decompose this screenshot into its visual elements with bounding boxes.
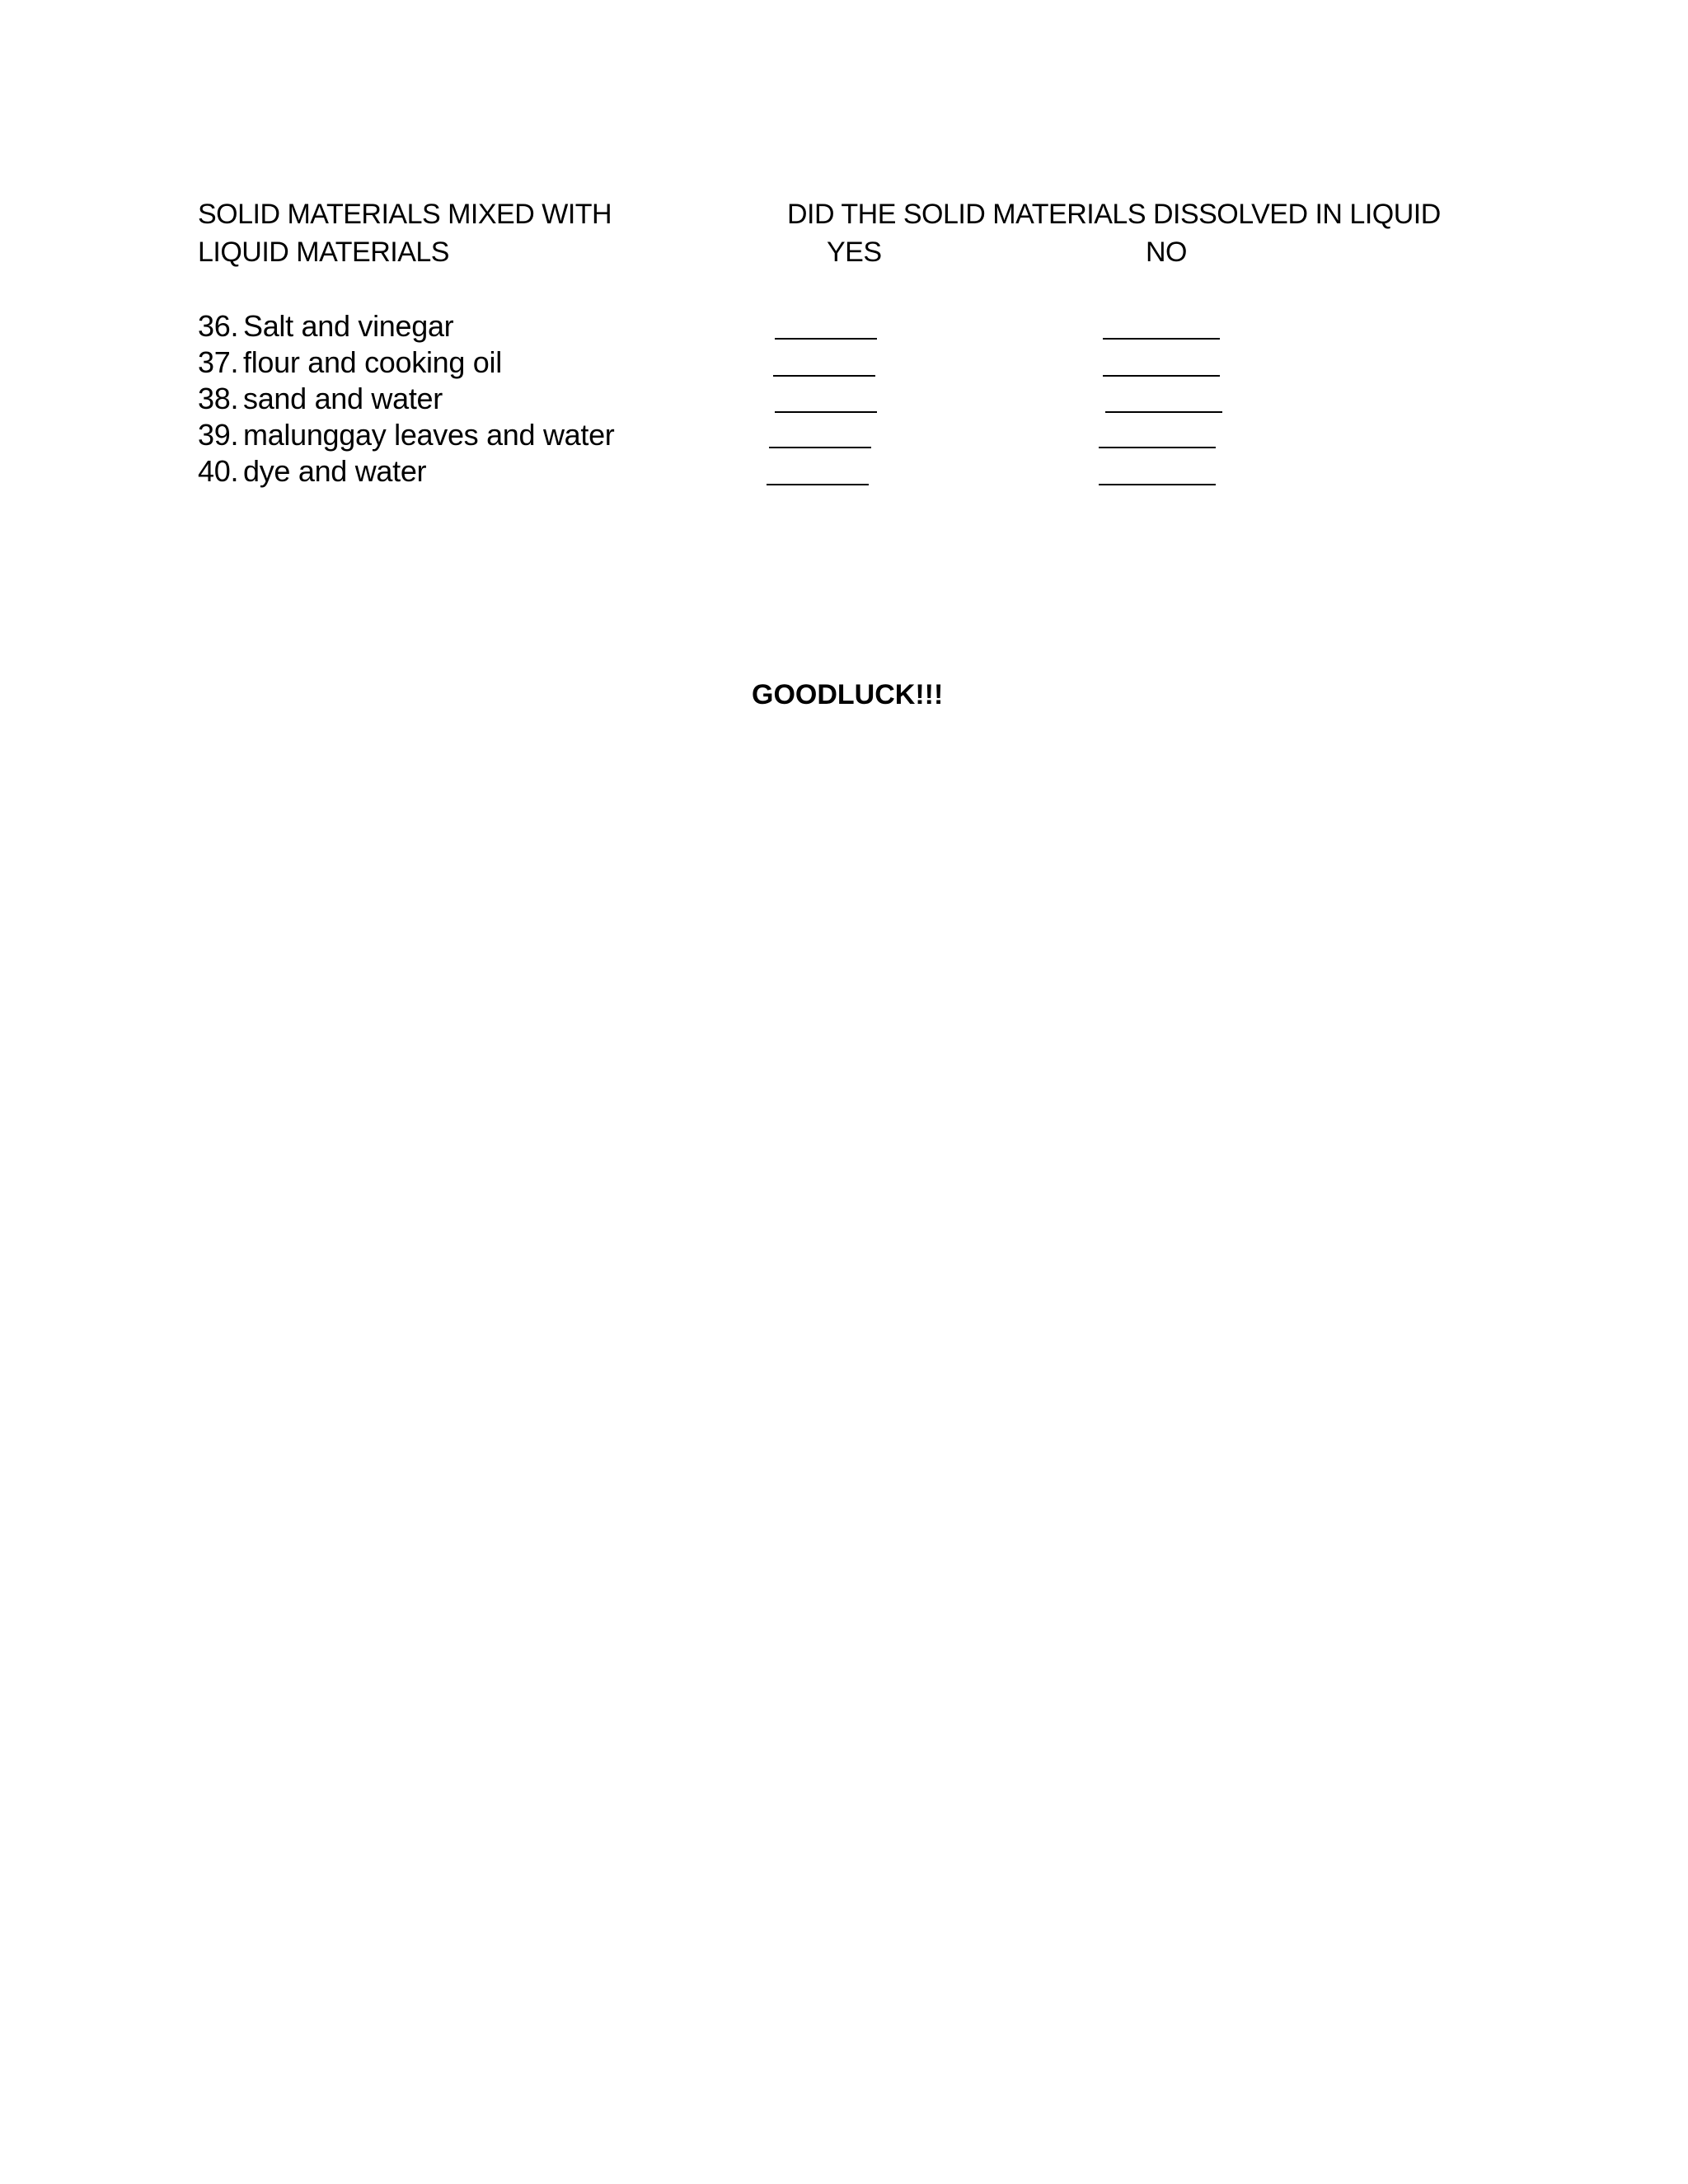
- no-answer-blank[interactable]: [1103, 375, 1220, 377]
- yes-answer-blank[interactable]: [775, 411, 877, 413]
- column-header-dissolved-question: DID THE SOLID MATERIALS DISSOLVED IN LIQUID: [787, 199, 1441, 230]
- no-answer-blank[interactable]: [1103, 338, 1220, 340]
- column-header-materials-line2: LIQUID MATERIALS: [198, 237, 449, 268]
- column-header-no: NO: [1146, 237, 1187, 268]
- item-text: sand and water: [243, 382, 443, 415]
- column-header-yes: YES: [827, 237, 882, 268]
- column-header-materials-line1: SOLID MATERIALS MIXED WITH: [198, 199, 612, 230]
- item-text: malunggay leaves and water: [243, 418, 615, 452]
- item-number: 36.: [198, 309, 239, 343]
- yes-answer-blank[interactable]: [767, 484, 869, 485]
- item-number: 39.: [198, 418, 239, 452]
- item-number: 37.: [198, 345, 239, 379]
- no-answer-blank[interactable]: [1099, 447, 1216, 448]
- closing-message: GOODLUCK!!!: [752, 679, 944, 710]
- no-answer-blank[interactable]: [1099, 484, 1216, 485]
- item-number: 40.: [198, 454, 239, 488]
- yes-answer-blank[interactable]: [775, 338, 877, 340]
- yes-answer-blank[interactable]: [769, 447, 871, 448]
- item-text: Salt and vinegar: [243, 309, 454, 343]
- no-answer-blank[interactable]: [1105, 411, 1222, 413]
- yes-answer-blank[interactable]: [773, 375, 875, 377]
- item-number: 38.: [198, 382, 239, 415]
- item-text: dye and water: [243, 454, 427, 488]
- item-text: flour and cooking oil: [243, 345, 502, 379]
